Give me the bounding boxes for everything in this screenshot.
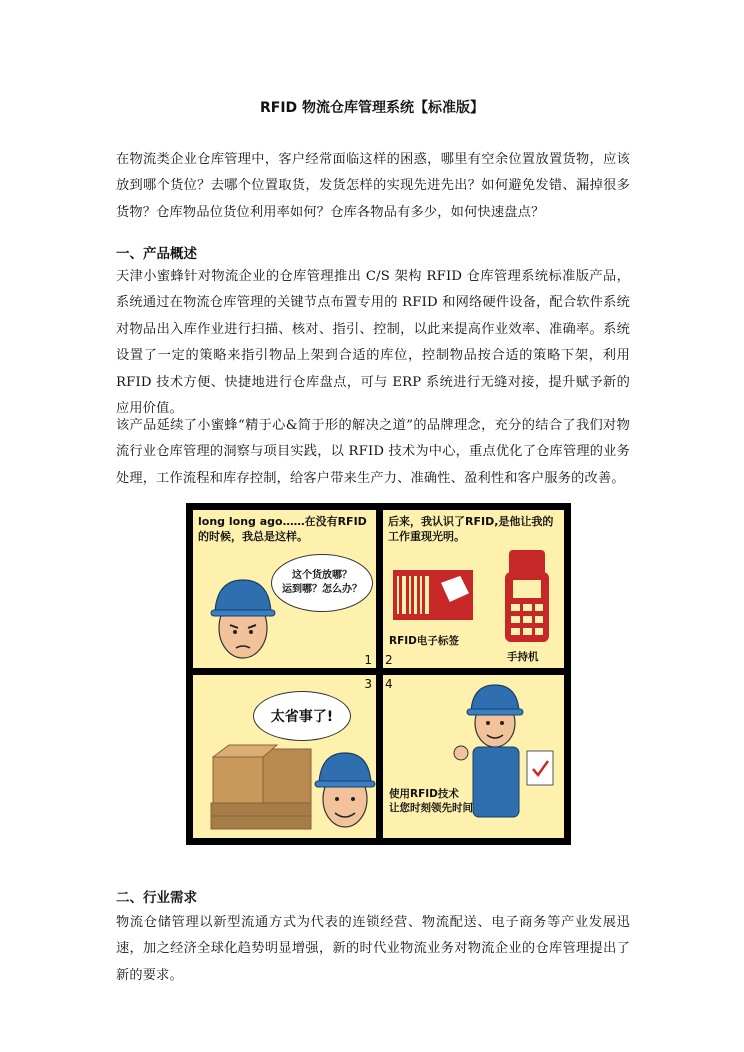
- cardboard-boxes-icon: [207, 727, 317, 835]
- panel2-caption-line2: 工作重现光明。: [388, 530, 465, 543]
- panel1-bubble-line1: 这个货放哪？: [292, 570, 352, 581]
- comic-panel-3: [193, 675, 376, 838]
- worker-worried-icon: [203, 570, 283, 668]
- worker-smiling-icon: [311, 739, 376, 838]
- rfid-tag-barcode-icon: [391, 560, 476, 630]
- panel1-bubble-line2: 运到哪？怎么办？: [282, 584, 362, 595]
- panel2-caption-line1: 后来，我认识了RFID,是他让我的: [388, 515, 554, 528]
- panel4-caption-line2: 让您时刻领先时间: [389, 802, 473, 814]
- document-title: RFID 物流仓库管理系统【标准版】: [259, 100, 485, 116]
- panel3-bubble-text: 太省事了!: [270, 709, 334, 725]
- panel2-number: 2: [385, 653, 393, 667]
- comic-panel-2: [383, 510, 564, 668]
- panel1-speech-bubble: [271, 554, 373, 612]
- panel3-number: 3: [364, 677, 372, 691]
- section1-paragraph-1: 天津小蜜蜂针对物流企业的仓库管理推出 C/S 架构 RFID 仓库管理系统标准版产品，系统通过在物流仓库管理的关键节点布置专用的 RFID 和网络硬件设备，配合软件系统对物品出入库作业进行扫描、核对、指引、控制，以此来提高作业效率、准确率。系统设置了一定的策略来指引物品上架到合适的库位，控制物品按合适的策略下架，利用 RFID 技术方便、快捷地进行仓库盘点，可与 ERP 系统进行无缝对接，提升赋予新的应用价值。: [116, 269, 630, 417]
- handheld-label: 手持机: [507, 651, 539, 663]
- panel4-number: 4: [385, 677, 393, 691]
- intro-paragraph: 在物流类企业仓库管理中，客户经常面临这样的困惑，哪里有空余位置放置货物，应该放到哪个货位？去哪个位置取货，发货怎样的实现先进先出？如何避免发错、漏掉很多货物？仓库物品位货位利用率如何？仓库各物品有多少，如何快速盘点？: [116, 152, 630, 220]
- comic-panel-1: [193, 510, 376, 668]
- rfid-comic-illustration: [186, 503, 571, 845]
- panel4-caption-line1: 使用RFID技术: [389, 788, 459, 800]
- panel1-number: 1: [364, 653, 372, 667]
- rfid-tag-label: RFID电子标签: [389, 635, 459, 647]
- handheld-reader-icon: [501, 546, 553, 646]
- section1-paragraph-2: 该产品延续了小蜜蜂“精于心&简于形的解决之道”的品牌理念，充分的结合了我们对物流行业仓库管理的洞察与项目实践，以 RFID 技术为中心，重点优化了仓库管理的业务处理，工作流程和库存控制，给客户带来生产力、准确性、盈利性和客户服务的改善。: [116, 418, 630, 486]
- comic-panel-4: [383, 675, 564, 838]
- panel1-caption-line1: long long ago……在没有RFID: [198, 515, 367, 528]
- panel1-caption-line2: 的时候，我总是这样。: [198, 530, 308, 543]
- section1-heading: 一、产品概述: [116, 246, 197, 262]
- section2-heading: 二、行业需求: [116, 890, 197, 906]
- section2-paragraph-1: 物流仓储管理以新型流通方式为代表的连锁经营、物流配送、电子商务等产业发展迅速，加之经济全球化趋势明显增强，新的时代业物流业务对物流企业的仓库管理提出了新的要求。: [116, 915, 630, 983]
